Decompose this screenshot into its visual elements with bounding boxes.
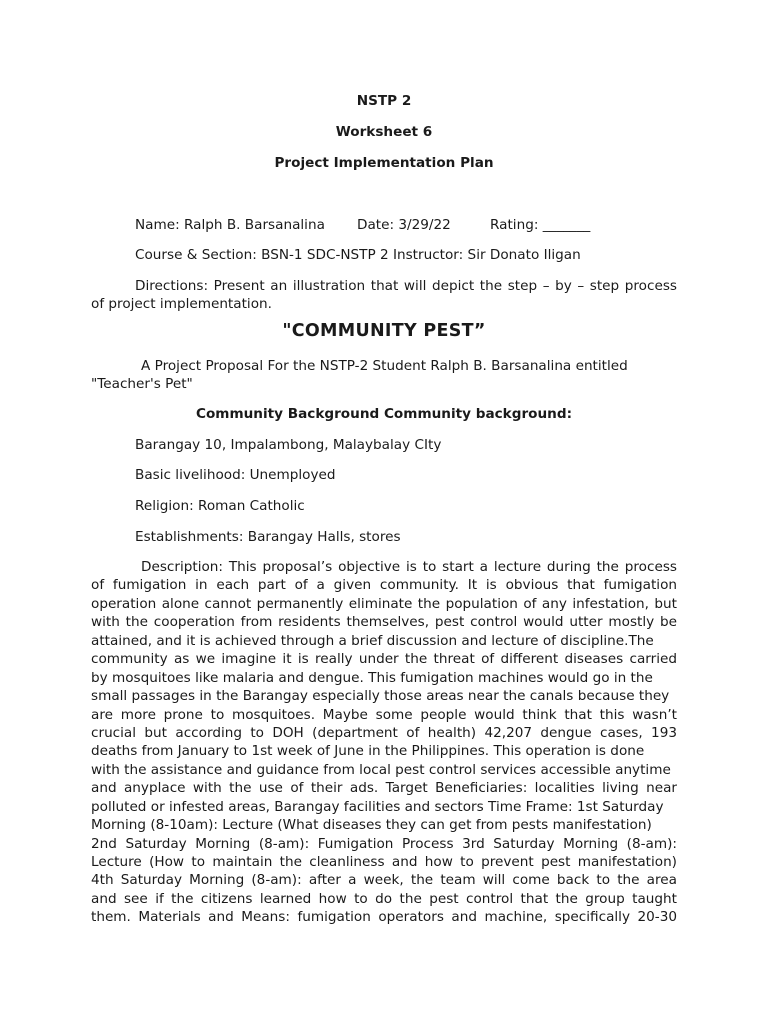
description-line: Morning (8-10am): Lecture (What diseases they can get from pests manifestation) bbox=[91, 817, 652, 834]
worksheet-title: Worksheet 6 bbox=[335, 124, 433, 140]
description-line: 4th Saturday Morning (8-am): after a week, the team will come back to the area bbox=[91, 872, 677, 889]
background-heading: Community Background Community background: bbox=[195, 406, 573, 422]
background-livelihood: Basic livelihood: Unemployed bbox=[135, 467, 336, 483]
directions-line: Directions: Present an illustration that will depict the step – by – step process bbox=[135, 278, 677, 294]
rating-line: Rating: _______ bbox=[490, 217, 591, 233]
date-line: Date: 3/29/22 bbox=[357, 217, 451, 233]
directions-paragraph bbox=[91, 277, 677, 314]
description-line: polluted or infested areas, Barangay facilities and sectors Time Frame: 1st Saturday bbox=[91, 798, 664, 815]
directions-line: of project implementation. bbox=[91, 296, 272, 313]
description-line: with the cooperation from residents themselves, pest control would utter mostly be bbox=[91, 614, 677, 631]
description-paragraph bbox=[91, 558, 677, 927]
background-location: Barangay 10, Impalambong, Malaybalay CIty bbox=[135, 437, 442, 453]
description-line: Lecture (How to maintain the cleanliness and how to prevent pest manifestation) bbox=[91, 854, 677, 870]
course-title: NSTP 2 bbox=[356, 93, 412, 109]
description-line: Description: This proposal’s objective is to start a lecture during the process bbox=[141, 559, 677, 575]
proposal-line: A Project Proposal For the NSTP-2 Student Ralph B. Barsanalina entitled bbox=[141, 358, 628, 374]
description-line: by mosquitoes like malaria and dengue. This fumigation machines would go in the bbox=[91, 669, 653, 686]
description-line: operation alone cannot permanently eliminate the population of any infestation, but bbox=[91, 595, 677, 612]
description-line: of fumigation in each part of a given community. It is obvious that fumigation bbox=[91, 577, 677, 594]
name-line: Name: Ralph B. Barsanalina bbox=[135, 217, 325, 233]
plan-title: Project Implementation Plan bbox=[274, 155, 494, 171]
description-line: community as we imagine it is really under the threat of different diseases carried bbox=[91, 651, 677, 668]
proposal-line: "Teacher's Pet" bbox=[91, 376, 193, 392]
background-establishments: Establishments: Barangay Halls, stores bbox=[135, 529, 401, 545]
description-line: small passages in the Barangay especially those areas near the canals because they bbox=[91, 688, 670, 705]
background-religion: Religion: Roman Catholic bbox=[135, 498, 305, 514]
description-line: them. Materials and Means: fumigation operators and machine, specifically 20-30 bbox=[91, 909, 677, 926]
description-line: are more prone to mosquitoes. Maybe some people would think that this wasn’t bbox=[91, 706, 677, 723]
description-line: deaths from January to 1st week of June in the Philippines. This operation is done bbox=[91, 743, 645, 760]
description-line: with the assistance and guidance from local pest control services accessible anytime bbox=[91, 761, 671, 778]
description-line: crucial but according to DOH (department of health) 42,207 dengue cases, 193 bbox=[91, 724, 677, 741]
course-section-line: Course & Section: BSN-1 SDC-NSTP 2 Instructor: Sir Donato Iligan bbox=[135, 247, 581, 263]
project-title: "COMMUNITY PEST” bbox=[282, 321, 486, 341]
description-line: and see if the citizens learned how to do the pest control that the group taught bbox=[91, 890, 677, 907]
description-line: attained, and it is achieved through a brief discussion and lecture of discipline.The bbox=[91, 632, 654, 649]
description-line: and anyplace with the use of their ads. Target Beneficiaries: localities living near bbox=[91, 780, 677, 797]
description-line: 2nd Saturday Morning (8-am): Fumigation Process 3rd Saturday Morning (8-am): bbox=[91, 835, 677, 852]
